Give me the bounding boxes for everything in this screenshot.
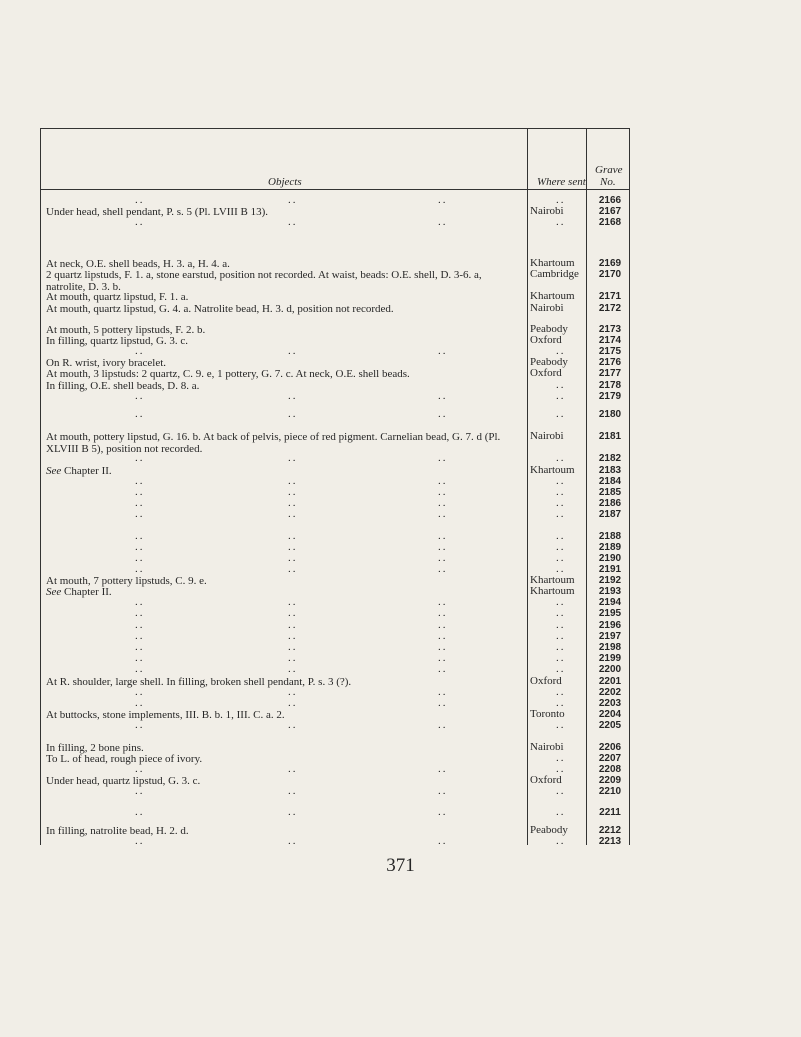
row-where-sent: ..	[556, 475, 566, 487]
row-grave-no: 2210	[598, 786, 622, 797]
row-where-sent: ..	[556, 563, 566, 575]
ditto-mark: ..	[135, 497, 145, 509]
row-where-sent: ..	[556, 541, 566, 553]
ditto-mark: ..	[288, 596, 298, 608]
row-grave-no: 2187	[598, 509, 622, 520]
row-grave-no: 2198	[598, 642, 622, 653]
row-where-sent: Oxford	[530, 367, 562, 379]
row-where-sent: Nairobi	[530, 302, 564, 314]
ditto-mark: ..	[135, 763, 145, 775]
row-grave-no: 2169	[598, 258, 622, 269]
header-grave-line2: No.	[600, 176, 616, 188]
row-where-sent: Toronto	[530, 708, 565, 720]
row-grave-no: 2167	[598, 206, 622, 217]
row-where-sent: ..	[556, 806, 566, 818]
row-grave-no: 2194	[598, 597, 622, 608]
header-objects: Objects	[268, 176, 302, 188]
row-objects: At mouth, quartz lipstud, G. 4. a. Natrolite bead, H. 3. d, position not recorded.	[46, 303, 394, 315]
row-grave-no: 2168	[598, 217, 622, 228]
where-col-rule	[527, 128, 528, 845]
ditto-mark: ..	[288, 806, 298, 818]
ditto-mark: ..	[438, 697, 448, 709]
row-objects: At neck, O.E. shell beads, H. 3. a, H. 4. a.	[46, 258, 230, 270]
ditto-mark: ..	[135, 607, 145, 619]
row-where-sent: ..	[556, 663, 566, 675]
row-where-sent: ..	[556, 686, 566, 698]
row-grave-no: 2211	[599, 807, 621, 818]
row-grave-no: 2209	[598, 775, 622, 786]
row-objects: On R. wrist, ivory bracelet.	[46, 357, 167, 369]
row-where-sent: Peabody	[530, 824, 568, 836]
row-objects: 2 quartz lipstuds, F. 1. a, stone earstud, position not recorded. At waist, beads: O.E. shell, D. 3-6. a, natrolite, D. 3. b.	[46, 269, 482, 293]
row-grave-no: 2166	[598, 195, 622, 206]
ditto-mark: ..	[135, 452, 145, 464]
row-objects: Under head, shell pendant, P. s. 5 (Pl. LVIII B 13).	[46, 206, 269, 218]
row-where-sent: ..	[556, 652, 566, 664]
ditto-mark: ..	[438, 390, 448, 402]
ditto-mark: ..	[288, 785, 298, 797]
ditto-mark: ..	[438, 475, 448, 487]
row-objects: At R. shoulder, large shell. In filling, broken shell pendant, P. s. 3 (?).	[46, 676, 352, 688]
row-objects: At mouth, 5 pottery lipstuds, F. 2. b.	[46, 324, 206, 336]
ditto-mark: ..	[288, 607, 298, 619]
row-objects: See Chapter II.	[46, 465, 112, 477]
row-grave-no: 2207	[598, 753, 622, 764]
row-where-sent: ..	[556, 697, 566, 709]
header-grave-line1: Grave	[595, 164, 623, 176]
row-where-sent: ..	[556, 619, 566, 631]
ditto-mark: ..	[438, 408, 448, 420]
ditto-mark: ..	[135, 390, 145, 402]
ditto-mark: ..	[438, 216, 448, 228]
ditto-mark: ..	[288, 641, 298, 653]
ditto-mark: ..	[288, 541, 298, 553]
ditto-mark: ..	[438, 641, 448, 653]
row-grave-no: 2175	[598, 346, 622, 357]
ditto-mark: ..	[135, 806, 145, 818]
ditto-mark: ..	[288, 530, 298, 542]
ditto-mark: ..	[135, 641, 145, 653]
row-grave-no: 2193	[598, 586, 622, 597]
ditto-mark: ..	[135, 697, 145, 709]
row-where-sent: ..	[556, 596, 566, 608]
row-where-sent: ..	[556, 452, 566, 464]
ditto-mark: ..	[135, 486, 145, 498]
header-bottom-rule	[40, 189, 630, 190]
row-where-sent: Oxford	[530, 774, 562, 786]
ditto-mark: ..	[438, 345, 448, 357]
ditto-mark: ..	[288, 216, 298, 228]
row-grave-no: 2182	[598, 453, 622, 464]
row-where-sent: Khartoum	[530, 464, 575, 476]
ditto-mark: ..	[288, 763, 298, 775]
page-number: 371	[386, 855, 415, 876]
ditto-mark: ..	[288, 697, 298, 709]
ditto-mark: ..	[135, 216, 145, 228]
row-objects: In filling, quartz lipstud, G. 3. c.	[46, 335, 189, 347]
row-objects: At mouth, pottery lipstud, G. 16. b. At back of pelvis, piece of red pigment. Carnelian bead, G. 7. d (Pl. XLVIII B 5), position not recorded.	[46, 431, 501, 455]
table-top-rule	[40, 128, 630, 129]
row-grave-no: 2203	[598, 698, 622, 709]
row-grave-no: 2195	[598, 608, 622, 619]
row-objects: In filling, 2 bone pins.	[46, 742, 144, 754]
ditto-mark: ..	[438, 552, 448, 564]
row-grave-no: 2177	[598, 368, 622, 379]
ditto-mark: ..	[288, 630, 298, 642]
ditto-mark: ..	[438, 806, 448, 818]
ditto-mark: ..	[135, 508, 145, 520]
row-grave-no: 2180	[598, 409, 622, 420]
ditto-mark: ..	[438, 619, 448, 631]
row-where-sent: ..	[556, 607, 566, 619]
row-where-sent: Oxford	[530, 334, 562, 346]
row-grave-no: 2212	[598, 825, 622, 836]
row-where-sent: ..	[556, 497, 566, 509]
ditto-mark: ..	[438, 719, 448, 731]
ditto-mark: ..	[288, 486, 298, 498]
row-grave-no: 2171	[598, 291, 622, 302]
row-grave-no: 2190	[598, 553, 622, 564]
ditto-mark: ..	[135, 475, 145, 487]
ditto-mark: ..	[135, 835, 145, 847]
row-objects: At mouth, 3 lipstuds: 2 quartz, C. 9. e, 1 pottery, G. 7. c. At neck, O.E. shell beads.	[46, 368, 410, 380]
row-grave-no: 2185	[598, 487, 622, 498]
row-grave-no: 2196	[598, 620, 622, 631]
row-grave-no: 2205	[598, 720, 622, 731]
row-grave-no: 2172	[598, 303, 622, 314]
row-where-sent: ..	[556, 408, 566, 420]
row-where-sent: Peabody	[530, 323, 568, 335]
row-grave-no: 2192	[598, 575, 622, 586]
row-where-sent: Peabody	[530, 356, 568, 368]
row-grave-no: 2200	[598, 664, 622, 675]
row-grave-no: 2202	[598, 687, 622, 698]
ditto-mark: ..	[438, 596, 448, 608]
ditto-mark: ..	[438, 541, 448, 553]
row-where-sent: Oxford	[530, 675, 562, 687]
row-objects: In filling, natrolite bead, H. 2. d.	[46, 825, 189, 837]
ditto-mark: ..	[438, 607, 448, 619]
ditto-mark: ..	[288, 452, 298, 464]
row-grave-no: 2174	[598, 335, 622, 346]
ditto-mark: ..	[135, 345, 145, 357]
row-where-sent: ..	[556, 345, 566, 357]
ditto-mark: ..	[135, 552, 145, 564]
row-grave-no: 2184	[598, 476, 622, 487]
ditto-mark: ..	[438, 652, 448, 664]
row-objects: In filling, O.E. shell beads, D. 8. a.	[46, 380, 200, 392]
row-where-sent: ..	[556, 390, 566, 402]
left-rule	[40, 128, 41, 845]
ditto-mark: ..	[135, 785, 145, 797]
row-where-sent: ..	[556, 194, 566, 206]
row-where-sent: ..	[556, 719, 566, 731]
row-grave-no: 2188	[598, 531, 622, 542]
row-grave-no: 2186	[598, 498, 622, 509]
ditto-mark: ..	[438, 508, 448, 520]
ditto-mark: ..	[438, 530, 448, 542]
row-objects: Under head, quartz lipstud, G. 3. c.	[46, 775, 201, 787]
row-where-sent: ..	[556, 641, 566, 653]
ditto-mark: ..	[438, 686, 448, 698]
ditto-mark: ..	[135, 408, 145, 420]
row-where-sent: ..	[556, 630, 566, 642]
row-grave-no: 2199	[598, 653, 622, 664]
row-grave-no: 2204	[598, 709, 622, 720]
ditto-mark: ..	[135, 663, 145, 675]
ditto-mark: ..	[288, 719, 298, 731]
row-where-sent: ..	[556, 530, 566, 542]
row-grave-no: 2189	[598, 542, 622, 553]
ditto-mark: ..	[288, 194, 298, 206]
row-where-sent: ..	[556, 552, 566, 564]
ditto-mark: ..	[288, 390, 298, 402]
ditto-mark: ..	[135, 596, 145, 608]
row-grave-no: 2208	[598, 764, 622, 775]
ditto-mark: ..	[288, 408, 298, 420]
row-where-sent: Khartoum	[530, 585, 575, 597]
ditto-mark: ..	[288, 497, 298, 509]
ditto-mark: ..	[288, 652, 298, 664]
row-grave-no: 2178	[598, 380, 622, 391]
row-where-sent: ..	[556, 508, 566, 520]
row-where-sent: Nairobi	[530, 741, 564, 753]
ditto-mark: ..	[135, 652, 145, 664]
row-where-sent: Nairobi	[530, 430, 564, 442]
ditto-mark: ..	[135, 619, 145, 631]
row-grave-no: 2197	[598, 631, 622, 642]
row-objects: At mouth, 7 pottery lipstuds, C. 9. e.	[46, 575, 207, 587]
ditto-mark: ..	[288, 835, 298, 847]
row-grave-no: 2173	[598, 324, 622, 335]
ditto-mark: ..	[135, 563, 145, 575]
ditto-mark: ..	[438, 497, 448, 509]
header-where-sent: Where sent	[537, 176, 586, 188]
ditto-mark: ..	[438, 486, 448, 498]
row-objects: To L. of head, rough piece of ivory.	[46, 753, 203, 765]
row-grave-no: 2179	[598, 391, 622, 402]
row-where-sent: Khartoum	[530, 290, 575, 302]
ditto-mark: ..	[288, 563, 298, 575]
row-where-sent: ..	[556, 752, 566, 764]
ditto-mark: ..	[288, 663, 298, 675]
ditto-mark: ..	[438, 563, 448, 575]
ditto-mark: ..	[438, 194, 448, 206]
row-grave-no: 2183	[598, 465, 622, 476]
ditto-mark: ..	[438, 663, 448, 675]
ditto-mark: ..	[438, 835, 448, 847]
row-grave-no: 2213	[598, 836, 622, 847]
ditto-mark: ..	[288, 345, 298, 357]
row-grave-no: 2191	[598, 564, 622, 575]
ditto-mark: ..	[288, 508, 298, 520]
row-grave-no: 2206	[598, 742, 622, 753]
ditto-mark: ..	[438, 452, 448, 464]
ditto-mark: ..	[288, 686, 298, 698]
row-objects: See Chapter II.	[46, 586, 112, 598]
ditto-mark: ..	[135, 719, 145, 731]
ditto-mark: ..	[288, 475, 298, 487]
ditto-mark: ..	[135, 541, 145, 553]
ditto-mark: ..	[135, 630, 145, 642]
row-objects: At buttocks, stone implements, III. B. b. 1, III. C. a. 2.	[46, 709, 285, 721]
row-where-sent: Khartoum	[530, 257, 575, 269]
row-grave-no: 2176	[598, 357, 622, 368]
row-where-sent: ..	[556, 763, 566, 775]
row-where-sent: Nairobi	[530, 205, 564, 217]
row-grave-no: 2170	[598, 269, 622, 280]
ditto-mark: ..	[135, 194, 145, 206]
ditto-mark: ..	[288, 619, 298, 631]
ditto-mark: ..	[135, 530, 145, 542]
ditto-mark: ..	[438, 785, 448, 797]
row-grave-no: 2201	[598, 676, 622, 687]
row-where-sent: ..	[556, 835, 566, 847]
ditto-mark: ..	[288, 552, 298, 564]
row-objects: At mouth, quartz lipstud, F. 1. a.	[46, 291, 189, 303]
row-where-sent: Khartoum	[530, 574, 575, 586]
row-grave-no: 2181	[598, 431, 622, 442]
row-where-sent: ..	[556, 379, 566, 391]
ditto-mark: ..	[135, 686, 145, 698]
row-where-sent: Cambridge	[530, 268, 579, 280]
ditto-mark: ..	[438, 630, 448, 642]
row-where-sent: ..	[556, 785, 566, 797]
row-where-sent: ..	[556, 216, 566, 228]
row-where-sent: ..	[556, 486, 566, 498]
ditto-mark: ..	[438, 763, 448, 775]
